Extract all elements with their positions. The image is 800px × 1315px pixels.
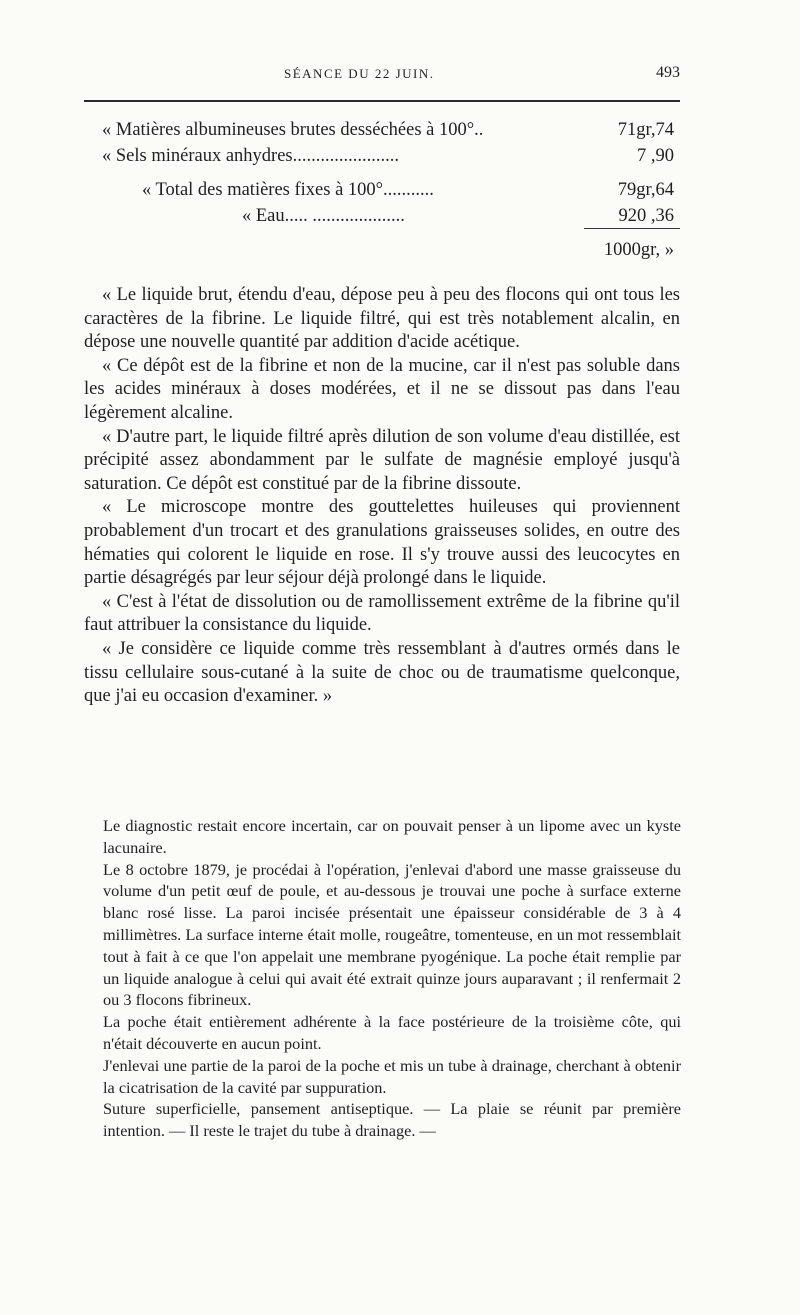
page-header bbox=[84, 64, 680, 86]
quote-paragraph: « Ce dépôt est de la fibrine et non de la mucine, car il n'est pas soluble dans les acides minéraux à doses modérées, et il ne se dissout pas dans l'eau légèrement alcaline. bbox=[84, 355, 680, 423]
table-row bbox=[84, 176, 680, 204]
quote-paragraph: « D'autre part, le liquide filtré après dilution de son volume d'eau distillée, est précipité assez abondamment par le sulfate de magnésie employé jusqu'à saturation. Ce dépôt est constitué par de la fibrine dissoute. bbox=[84, 426, 680, 494]
quoted-report bbox=[84, 284, 680, 709]
table-row bbox=[84, 142, 680, 170]
quote-paragraph: « Je considère ce liquide comme très ressemblant à d'autres ormés dans le tissu cellulaire sous-cutané à la suite de choc ou de traumatisme quelconque, que j'ai eu occasion d'examiner. » bbox=[84, 638, 680, 707]
row-value: 920 ,36 bbox=[618, 206, 674, 226]
quote-paragraph: « Le microscope montre des gouttelettes huileuses qui proviennent probablement d'un trocart et des granulations graisseuses solides, en outre des hématies qui colorent le liquide en rose. Il s'y trouve aussi des leucocytes en partie désagrégés par leur séjour déjà prolongé dans le liquide. bbox=[84, 497, 680, 589]
table-total-row bbox=[84, 236, 680, 264]
row-label: « Sels minéraux anhydres....................... bbox=[102, 146, 399, 166]
row-label: « Matières albumineuses brutes desséchées à 100°.. bbox=[102, 120, 484, 140]
page-number: 493 bbox=[656, 64, 680, 81]
row-value: 79gr,64 bbox=[617, 180, 674, 200]
row-label: « Eau..... .................... bbox=[242, 206, 405, 226]
body-paragraph: J'enlevai une partie de la paroi de la poche et mis un tube à drainage, cherchant à obtenir la cicatrisation de la cavité par suppuration. bbox=[103, 1055, 681, 1097]
body-paragraph: Suture superficielle, pansement antiseptique. — La plaie se réunit par première intention. — Il reste le trajet du tube à drainage. — bbox=[103, 1099, 681, 1141]
quote-paragraph: « Le liquide brut, étendu d'eau, dépose peu à peu des flocons qui ont tous les caractères de la fibrine. Le liquide filtré, qui est très notablement alcalin, en dépose une nouvelle quantité par addition d'acide acétique. bbox=[84, 285, 680, 353]
table-row bbox=[84, 116, 680, 144]
running-title: SÉANCE DU 22 JUIN. bbox=[284, 66, 435, 81]
row-value: 71gr,74 bbox=[617, 120, 674, 140]
body-paragraph: Le diagnostic restait encore incertain, car on pouvait penser à un lipome avec un kyste lacunaire. bbox=[103, 816, 681, 857]
row-label: « Total des matières fixes à 100°........... bbox=[142, 180, 434, 200]
quote-paragraph: « C'est à l'état de dissolution ou de ramollissement extrême de la fibrine qu'il faut attribuer la consistance du liquide. bbox=[84, 591, 680, 636]
body-text bbox=[103, 815, 681, 1142]
body-paragraph: La poche était entièrement adhérente à la face postérieure de la troisième côte, qui n'était découverte en aucun point. bbox=[103, 1012, 681, 1053]
table-row bbox=[84, 202, 680, 230]
total-value: 1000gr, » bbox=[603, 240, 674, 260]
body-paragraph: Le 8 octobre 1879, je procédai à l'opération, j'enlevai d'abord une masse graisseuse du volume d'un petit œuf de poule, et au-dessous je trouvai une poche à surface externe blanc rosé lisse. La paroi incisée présentait une épaisseur considérable de 3 à 4 millimètres. La surface interne était molle, rougeâtre, tomenteuse, en un mot ressemblait tout à fait à ce que l'on appelait une membrane pyogénique. La poche était remplie par un liquide analogue à celui qui avait été extrait quinze jours auparavant ; il renfermait 2 ou 3 flocons fibrineux. bbox=[103, 859, 681, 1010]
header-rule bbox=[84, 100, 680, 102]
sum-rule bbox=[584, 228, 680, 229]
row-value: 7 ,90 bbox=[637, 146, 674, 166]
